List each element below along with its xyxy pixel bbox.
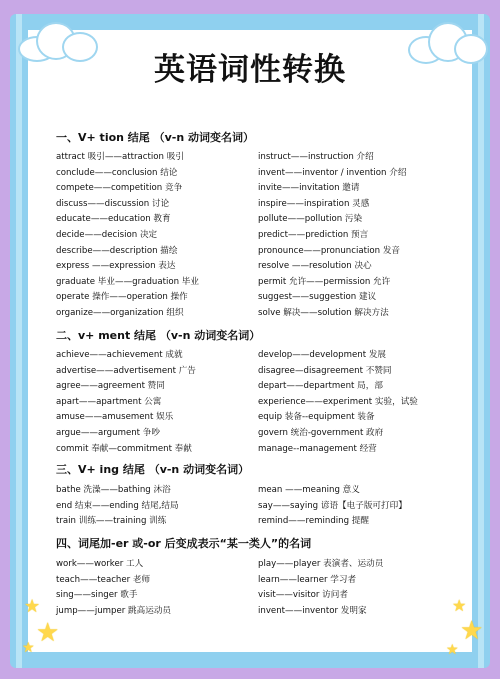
word-pair-right: learn——learner 学习者 bbox=[258, 574, 357, 585]
star-decoration: ★ bbox=[446, 642, 459, 658]
word-pair-right: pollute——pollution 污染 bbox=[258, 214, 363, 225]
right-stripe bbox=[478, 14, 484, 668]
word-pair-left: teach——teacher 老师 bbox=[56, 574, 151, 585]
word-pair-right: say——saying 谚语【电子版可打印】 bbox=[258, 500, 407, 511]
word-pair-right: equip 装备--equipment 装备 bbox=[258, 412, 375, 423]
word-pair-right: govern 统治-government 政府 bbox=[258, 428, 384, 438]
word-pair-right: permit 允许——permission 允许 bbox=[258, 276, 391, 287]
word-pair-left: train 训练——training 训练 bbox=[56, 516, 167, 527]
word-pair-left: achieve——achievement 成就 bbox=[56, 350, 183, 360]
section-heading: 二、v+ ment 结尾 （v-n 动词变名词） bbox=[56, 329, 261, 342]
word-pair-right: suggest——suggestion 建议 bbox=[258, 292, 377, 303]
word-pair-left: agree——agreement 赞同 bbox=[56, 381, 165, 392]
word-pair-left: apart——apartment 公寓 bbox=[56, 396, 162, 407]
word-pair-right: pronounce——pronunciation 发音 bbox=[258, 245, 401, 256]
word-pair-left: decide——decision 决定 bbox=[56, 230, 158, 240]
word-pair-right: develop——development 发展 bbox=[258, 350, 387, 360]
word-pair-right: manage--management 经营 bbox=[258, 443, 377, 454]
word-pair-left: attract 吸引——attraction 吸引 bbox=[56, 152, 184, 162]
word-pair-left: commit 奉献—commitment 奉献 bbox=[56, 443, 192, 454]
word-pair-left: educate——education 教育 bbox=[56, 214, 171, 225]
star-decoration: ★ bbox=[24, 596, 41, 617]
word-pair-right: instruct——instruction 介绍 bbox=[258, 152, 374, 162]
word-pair-right: visit——visitor 访问者 bbox=[258, 590, 348, 601]
word-pair-right: inspire——inspiration 灵感 bbox=[258, 198, 370, 209]
word-pair-right: solve 解决——solution 解决方法 bbox=[258, 308, 389, 318]
word-pair-right: invite——invitation 邀请 bbox=[258, 183, 360, 194]
section-heading: 三、V+ ing 结尾 （v-n 动词变名词） bbox=[56, 463, 250, 476]
word-pair-left: express ——expression 表达 bbox=[56, 261, 176, 272]
word-pair-left: graduate 毕业——graduation 毕业 bbox=[56, 276, 199, 287]
word-pair-right: invent——inventor / invention 介绍 bbox=[258, 167, 407, 178]
left-stripe bbox=[16, 14, 22, 668]
star-decoration: ★ bbox=[460, 616, 484, 646]
word-pair-right: remind——reminding 提醒 bbox=[258, 516, 369, 527]
word-pair-left: amuse——amusement 娱乐 bbox=[56, 412, 174, 423]
word-pair-right: resolve ——resolution 决心 bbox=[258, 261, 372, 272]
word-pair-left: sing——singer 歌手 bbox=[56, 590, 138, 601]
page-title: 英语词性转换 bbox=[154, 52, 346, 88]
word-pair-left: compete——competition 竞争 bbox=[56, 183, 183, 194]
word-pair-left: end 结束——ending 结尾,结局 bbox=[56, 500, 179, 511]
word-pair-right: predict——prediction 预言 bbox=[258, 230, 369, 240]
word-pair-right: depart——department 局，部 bbox=[258, 381, 383, 392]
star-decoration: ★ bbox=[36, 618, 60, 648]
word-pair-left: argue——argument 争吵 bbox=[56, 428, 160, 438]
word-pair-right: experience——experiment 实验，试验 bbox=[258, 396, 418, 407]
word-pair-left: describe——description 描绘 bbox=[56, 245, 178, 256]
section-heading: 四、词尾加-er 或-or 后变成表示“某一类人”的名词 bbox=[56, 537, 312, 550]
word-pair-left: work——worker 工人 bbox=[56, 559, 144, 569]
word-pair-left: advertise——advertisement 广告 bbox=[56, 365, 196, 376]
word-pair-right: play——player 表演者、运动员 bbox=[258, 559, 384, 569]
section-heading: 一、V+ tion 结尾 （v-n 动词变名词） bbox=[56, 131, 255, 144]
word-pair-left: operate 操作——operation 操作 bbox=[56, 292, 188, 303]
star-decoration: ★ bbox=[452, 596, 467, 615]
word-pair-right: mean ——meaning 意义 bbox=[258, 485, 360, 495]
word-pair-right: disagree—disagreement 不赞同 bbox=[258, 365, 392, 376]
word-pair-right: invent——inventor 发明家 bbox=[258, 605, 367, 616]
word-pair-left: jump——jumper 跳高运动员 bbox=[56, 605, 172, 616]
word-pair-left: bathe 洗澡——bathing 沐浴 bbox=[56, 485, 171, 495]
word-pair-left: discuss——discussion 讨论 bbox=[56, 198, 170, 209]
word-pair-left: organize——organization 组织 bbox=[56, 308, 184, 318]
star-decoration: ★ bbox=[22, 640, 35, 656]
word-pair-left: conclude——conclusion 结论 bbox=[56, 167, 178, 178]
